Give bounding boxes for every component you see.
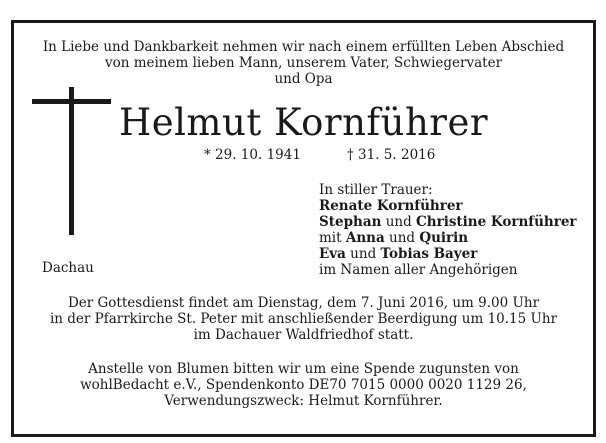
donation-line-1: Anstelle von Blumen bitten wir um eine Spende zugunsten von (88, 361, 519, 377)
mourner-name: Stephan (319, 214, 382, 230)
deceased-name: Helmut Kornführer (118, 101, 489, 144)
service-info (14, 295, 593, 343)
donation-line-3: Verwendungszweck: Helmut Kornführer. (164, 393, 443, 409)
mourner-connector: und (381, 214, 417, 230)
intro-line-1: In Liebe und Dankbarkeit nehmen wir nach einem erfüllten Leben Abschied (42, 39, 565, 55)
mourner-line-1 (319, 198, 577, 214)
donation-info (14, 361, 593, 409)
mourner-name: Renate Kornführer (319, 198, 463, 214)
intro-line-2: von meinem lieben Mann, unserem Vater, Schwiegervater (104, 55, 503, 71)
mourner-name: Quirin (419, 230, 469, 246)
birth-date: * 29. 10. 1941 (204, 147, 301, 163)
mourner-name: Christine Kornführer (416, 214, 577, 230)
mourner-line-5: im Namen aller Angehörigen (319, 262, 518, 278)
donation-line-2: wohlBedacht e.V., Spendenkonto DE70 7015 0000 0020 1129 26, (80, 377, 527, 393)
place-of-residence: Dachau (42, 260, 94, 276)
obituary-frame (11, 20, 596, 437)
mourner-connector: und (384, 230, 420, 246)
service-line-3: im Dachauer Waldfriedhof statt. (193, 327, 414, 343)
service-line-2: in der Pfarrkirche St. Peter mit anschließender Beerdigung um 10.15 Uhr (49, 311, 558, 327)
mourner-name: Anna (345, 230, 385, 246)
mourner-name: Tobias Bayer (380, 246, 478, 262)
intro-text (14, 39, 593, 87)
mourner-line-3 (319, 230, 577, 246)
mourners-heading: In stiller Trauer: (319, 182, 433, 198)
service-line-1: Der Gottesdienst findet am Dienstag, dem 7. Juni 2016, um 9.00 Uhr (67, 295, 540, 311)
mourner-connector: und (345, 246, 381, 262)
mourners-block (319, 182, 577, 278)
death-date: † 31. 5. 2016 (347, 147, 436, 163)
intro-line-3: und Opa (274, 71, 333, 87)
mourner-name: Eva (319, 246, 346, 262)
mourner-connector: mit (319, 230, 346, 246)
mourner-line-4 (319, 246, 577, 262)
mourner-line-2 (319, 214, 577, 230)
